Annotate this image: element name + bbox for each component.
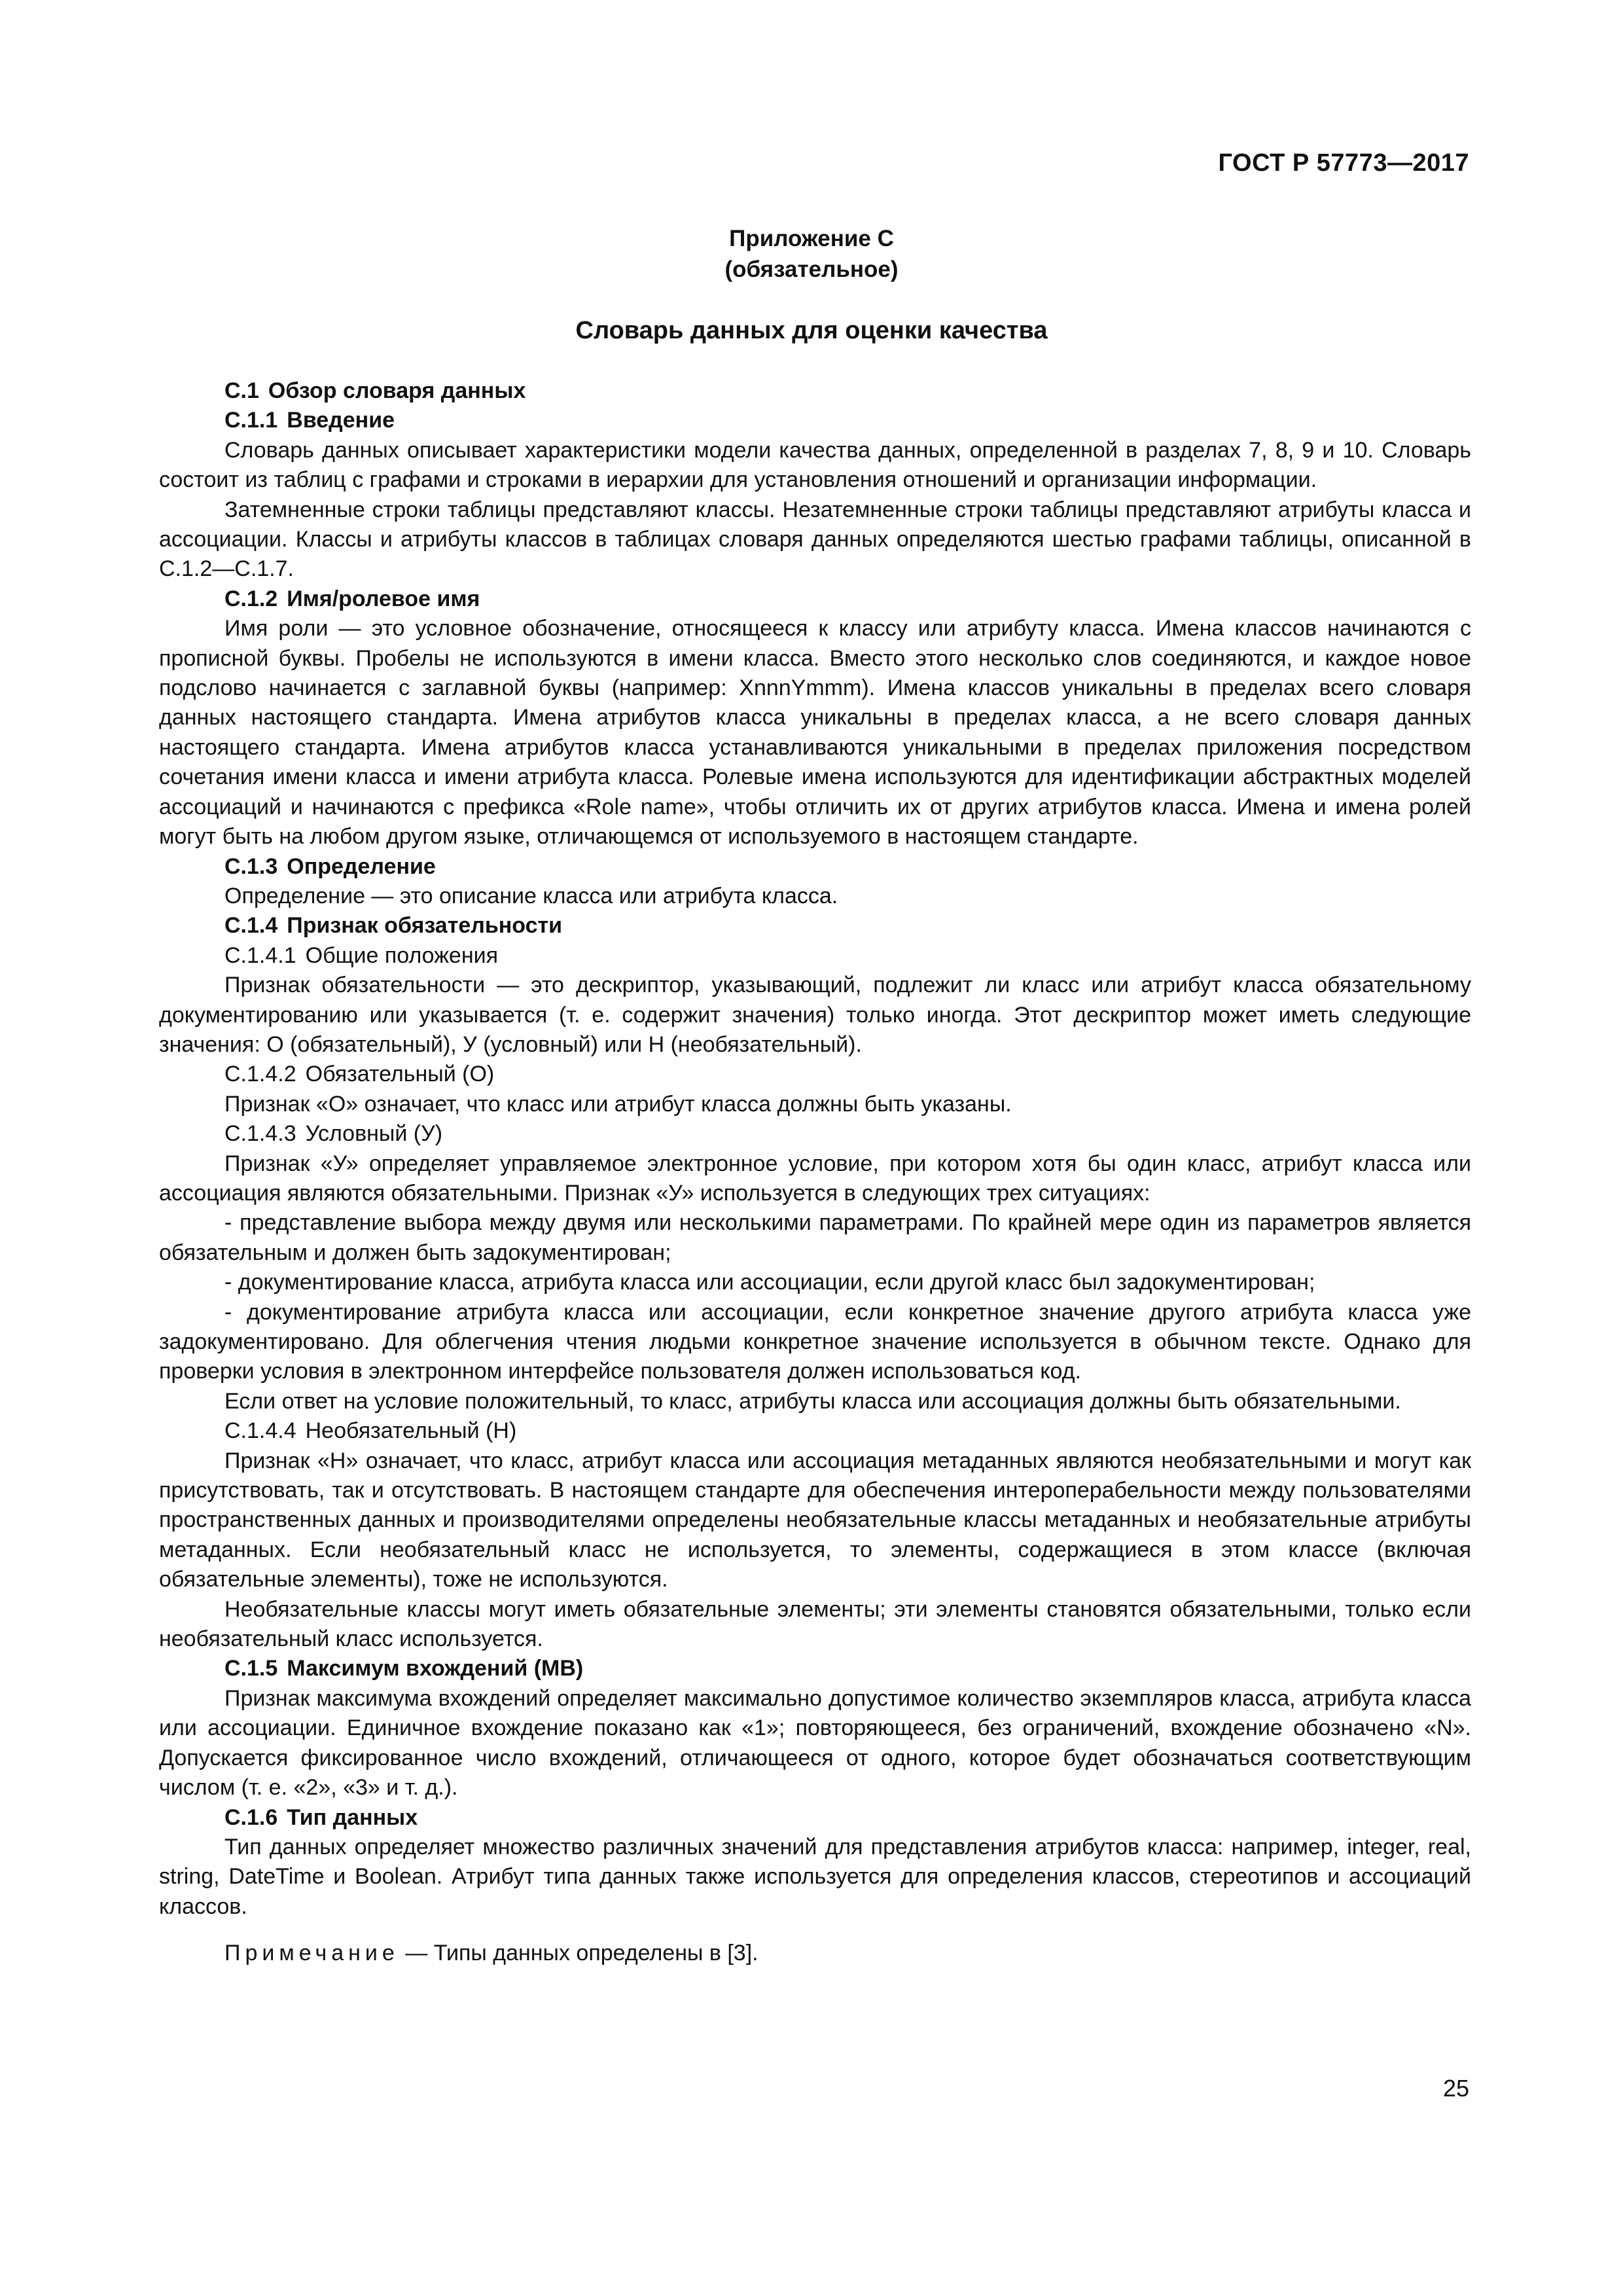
section-number: С.1.4 bbox=[224, 913, 278, 939]
paragraph: Признак «Н» означает, что класс, атрибут класса или ассоциация метаданных являются необязательными и могут как присутствовать, так и отсутствовать. В настоящем стандарте для обеспечения интероперабельности между пользователями пространственных данных и производителями определены необязательные классы метаданных и необязательные атрибуты метаданных. Если необязательный класс не используется, то элементы, содержащиеся в этом классе (включая обязательные элементы), тоже не используются. bbox=[159, 1448, 1471, 1592]
section-title: Введение bbox=[287, 408, 395, 433]
subsection-title: Обязательный (О) bbox=[305, 1062, 495, 1087]
paragraph: Определение — это описание класса или атрибута класса. bbox=[224, 883, 838, 908]
section-title: Тип данных bbox=[287, 1804, 418, 1830]
section-heading-c1-4 bbox=[159, 911, 1471, 941]
section-number: С.1.5 bbox=[224, 1656, 278, 1681]
subsection-heading-c1-4-3 bbox=[159, 1119, 1471, 1149]
section-heading-c1-6 bbox=[159, 1803, 1471, 1833]
section-title: Имя/ролевое имя bbox=[287, 586, 480, 611]
subsection-title: Условный (У) bbox=[305, 1121, 443, 1147]
appendix-heading: Словарь данных для оценки качества bbox=[575, 317, 1048, 344]
subsection-number: С.1.4.1 bbox=[224, 942, 296, 968]
section-number: С.1.1 bbox=[224, 408, 278, 433]
section-heading-c1 bbox=[159, 376, 1471, 406]
section-heading-c1-2 bbox=[159, 584, 1471, 614]
paragraph: Признак обязательности — это дескриптор, указывающий, подлежит ли класс или атрибут класса обязательному документированию или указывается (т. е. содержит значения) только иногда. Этот дескриптор может иметь следующие значения: О (обязательный), У (условный) или Н (необязательный). bbox=[159, 973, 1471, 1057]
document-body bbox=[159, 376, 1471, 1969]
list-item: - документирование класса, атрибута класса или ассоциации, если другой класс был задокументирован; bbox=[224, 1270, 1315, 1295]
subsection-number: С.1.4.3 bbox=[224, 1121, 296, 1147]
paragraph: Необязательные классы могут иметь обязательные элементы; эти элементы становятся обязательными, только если необязательный класс используется. bbox=[159, 1596, 1471, 1652]
document-code: ГОСТ Р 57773—2017 bbox=[1218, 149, 1469, 177]
section-number: С.1 bbox=[224, 378, 259, 403]
page-number: 25 bbox=[1442, 2075, 1469, 2102]
paragraph: Тип данных определяет множество различных значений для представления атрибутов класса: например, integer, real, string, DateTime и Boolean. Атрибут типа данных также используется для определения классов, стереотипов и ассоциаций классов. bbox=[159, 1834, 1471, 1919]
section-number: С.1.3 bbox=[224, 853, 278, 879]
subsection-title: Необязательный (Н) bbox=[305, 1418, 517, 1444]
subsection-heading-c1-4-2 bbox=[159, 1060, 1471, 1089]
paragraph: Признак максимума вхождений определяет максимально допустимое количество экземпляров класса, атрибута класса или ассоциации. Единичное вхождение показано как «1»; повторяющееся, без ограничений, вхождение обозначено «N». Допускается фиксированное число вхождений, отличающееся от одного, которое будет обозначаться соответствующим числом (т. е. «2», «3» и т. д.). bbox=[159, 1685, 1471, 1801]
paragraph: Затемненные строки таблицы представляют классы. Незатемненные строки таблицы представляют атрибуты класса и ассоциации. Классы и атрибуты классов в таблицах словаря данных определяются шестью графами таблицы, описанной в С.1.2—С.1.7. bbox=[159, 497, 1471, 582]
subsection-heading-c1-4-4 bbox=[159, 1416, 1471, 1446]
list-item: - документирование атрибута класса или ассоциации, если конкретное значение другого атрибута класса уже задокументировано. Для облегчения чтения людьми конкретное значение используется в обычном тексте. Однако для проверки условия в электронном интерфейсе пользователя должен использоваться код. bbox=[159, 1299, 1471, 1384]
section-number: С.1.6 bbox=[224, 1804, 278, 1830]
section-heading-c1-1 bbox=[159, 406, 1471, 435]
section-title: Обзор словаря данных bbox=[268, 378, 526, 403]
subsection-heading-c1-4-1 bbox=[159, 941, 1471, 971]
section-title: Признак обязательности bbox=[287, 913, 563, 939]
section-title: Максимум вхождений (МВ) bbox=[287, 1656, 584, 1681]
subsection-number: С.1.4.4 bbox=[224, 1418, 296, 1444]
paragraph: Если ответ на условие положительный, то класс, атрибуты класса или ассоциация должны быть обязательными. bbox=[224, 1388, 1401, 1414]
section-title: Определение bbox=[287, 853, 436, 879]
appendix-title: Приложение С bbox=[729, 226, 894, 251]
appendix-status: (обязательное) bbox=[724, 257, 899, 282]
paragraph: Признак «У» определяет управляемое электронное условие, при котором хотя бы один класс, атрибут класса или ассоциация являются обязательными. Признак «У» используется в следующих трех ситуациях: bbox=[159, 1151, 1471, 1206]
paragraph: Признак «О» означает, что класс или атрибут класса должны быть указаны. bbox=[224, 1091, 1012, 1117]
note bbox=[159, 1939, 1471, 1968]
section-number: С.1.2 bbox=[224, 586, 278, 611]
note-label: Примечание bbox=[224, 1941, 399, 1966]
note-text: — Типы данных определены в [3]. bbox=[399, 1941, 758, 1966]
paragraph: Словарь данных описывает характеристики модели качества данных, определенной в разделах 7, 8, 9 и 10. Словарь состоит из таблиц с графами и строками в иерархии для установления отношений и организации информации. bbox=[159, 437, 1471, 493]
section-heading-c1-3 bbox=[159, 852, 1471, 882]
list-item: - представление выбора между двумя или несколькими параметрами. По крайней мере один из параметров является обязательным и должен быть задокументирован; bbox=[159, 1210, 1471, 1265]
subsection-title: Общие положения bbox=[305, 942, 499, 968]
paragraph: Имя роли — это условное обозначение, относящееся к классу или атрибуту класса. Имена классов начинаются с прописной буквы. Пробелы не используются в имени класса. Вместо этого несколько слов соединяются, и каждое новое подслово начинается с заглавной буквы (например: XnnnYmmm). Имена классов уникальны в пределах всего словаря данных настоящего стандарта. Имена атрибутов класса уникальны в пределах класса, а не всего словаря данных настоящего стандарта. Имена атрибутов класса устанавливаются уникальными в пределах приложения посредством сочетания имени класса и имени атрибута класса. Ролевые имена используются для идентификации абстрактных моделей ассоциаций и начинаются с префикса «Role name», чтобы отличить их от других атрибутов класса. Имена и имена ролей могут быть на любом другом языке, отличающемся от используемого в настоящем стандарте. bbox=[159, 616, 1471, 850]
section-heading-c1-5 bbox=[159, 1654, 1471, 1683]
subsection-number: С.1.4.2 bbox=[224, 1062, 296, 1087]
